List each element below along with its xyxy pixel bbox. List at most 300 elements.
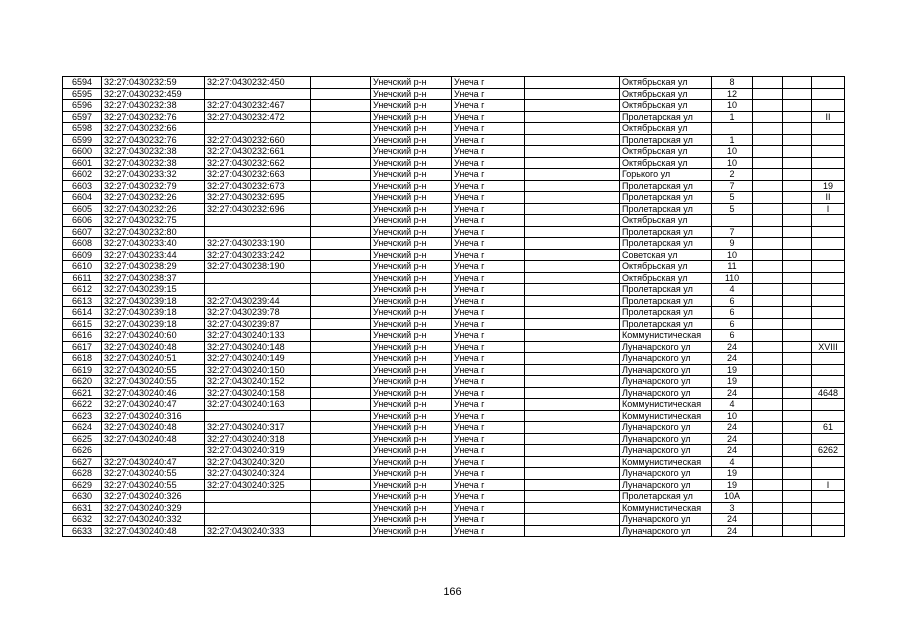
cell-col-blank-1	[311, 364, 371, 376]
cell-col-blank-2	[525, 353, 620, 365]
cell-col-blank-2	[525, 330, 620, 342]
cell-district: Унечский р-н	[371, 341, 452, 353]
cell-col-blank-2	[525, 249, 620, 261]
cell-object-number	[205, 215, 311, 227]
cell-col-blank-3	[753, 491, 783, 503]
cell-row-number: 6628	[63, 468, 102, 480]
cell-house-number	[712, 215, 753, 227]
cell-house-number: 7	[712, 180, 753, 192]
cell-col-blank-1	[311, 77, 371, 89]
cell-district: Унечский р-н	[371, 100, 452, 112]
cell-col-blank-1	[311, 123, 371, 135]
cell-object-number: 32:27:0430232:660	[205, 134, 311, 146]
cell-col-blank-1	[311, 491, 371, 503]
cell-col-blank-1	[311, 307, 371, 319]
cell-house-number: 5	[712, 203, 753, 215]
cell-col-blank-1	[311, 157, 371, 169]
cell-col-blank-2	[525, 307, 620, 319]
cell-city: Унеча г	[452, 514, 525, 526]
cell-house-number: 24	[712, 445, 753, 457]
cell-col-blank-2	[525, 341, 620, 353]
cell-col-blank-1	[311, 180, 371, 192]
cell-col-blank-3	[753, 479, 783, 491]
cell-col-blank-4	[783, 387, 812, 399]
cell-col-blank-4	[783, 456, 812, 468]
cell-apartment: 61	[812, 422, 845, 434]
cell-col-blank-4	[783, 100, 812, 112]
cell-col-blank-2	[525, 123, 620, 135]
cell-apartment	[812, 364, 845, 376]
cell-apartment	[812, 226, 845, 238]
cell-apartment	[812, 215, 845, 227]
cell-house-number: 19	[712, 479, 753, 491]
cell-col-blank-4	[783, 410, 812, 422]
cell-object-number: 32:27:0430232:472	[205, 111, 311, 123]
cell-row-number: 6597	[63, 111, 102, 123]
cell-city: Унеча г	[452, 341, 525, 353]
cell-object-number: 32:27:0430240:333	[205, 525, 311, 537]
cell-city: Унеча г	[452, 307, 525, 319]
cell-col-blank-3	[753, 111, 783, 123]
cell-object-number: 32:27:0430240:133	[205, 330, 311, 342]
cell-row-number: 6624	[63, 422, 102, 434]
cell-col-blank-4	[783, 353, 812, 365]
cell-house-number: 24	[712, 514, 753, 526]
cell-district: Унечский р-н	[371, 123, 452, 135]
cell-street: Коммунистическая	[620, 502, 712, 514]
cell-street: Пролетарская ул	[620, 226, 712, 238]
cell-cadastral-number: 32:27:0430232:38	[102, 157, 205, 169]
cell-house-number: 10	[712, 100, 753, 112]
cell-col-blank-3	[753, 134, 783, 146]
cell-col-blank-1	[311, 100, 371, 112]
cell-district: Унечский р-н	[371, 261, 452, 273]
cell-district: Унечский р-н	[371, 445, 452, 457]
cell-object-number: 32:27:0430238:190	[205, 261, 311, 273]
cell-col-blank-3	[753, 318, 783, 330]
cell-street: Коммунистическая	[620, 330, 712, 342]
cell-row-number: 6609	[63, 249, 102, 261]
cell-street: Пролетарская ул	[620, 238, 712, 250]
cell-object-number	[205, 226, 311, 238]
cell-col-blank-4	[783, 295, 812, 307]
cell-house-number: 110	[712, 272, 753, 284]
cell-object-number: 32:27:0430240:324	[205, 468, 311, 480]
table-row	[63, 261, 845, 273]
cell-col-blank-4	[783, 341, 812, 353]
cell-col-blank-3	[753, 226, 783, 238]
cell-city: Унеча г	[452, 318, 525, 330]
cell-district: Унечский р-н	[371, 203, 452, 215]
cell-street: Октябрьская ул	[620, 88, 712, 100]
cell-city: Унеча г	[452, 422, 525, 434]
cell-house-number: 6	[712, 295, 753, 307]
cell-object-number	[205, 514, 311, 526]
cell-city: Унеча г	[452, 456, 525, 468]
cell-house-number: 24	[712, 525, 753, 537]
cell-cadastral-number: 32:27:0430232:59	[102, 77, 205, 89]
cell-col-blank-1	[311, 249, 371, 261]
cell-col-blank-1	[311, 479, 371, 491]
cell-street: Луначарского ул	[620, 376, 712, 388]
cell-apartment	[812, 123, 845, 135]
table-row	[63, 422, 845, 434]
cell-col-blank-2	[525, 272, 620, 284]
cell-house-number: 6	[712, 318, 753, 330]
cell-cadastral-number: 32:27:0430240:60	[102, 330, 205, 342]
cell-district: Унечский р-н	[371, 399, 452, 411]
cell-row-number: 6598	[63, 123, 102, 135]
cell-col-blank-4	[783, 491, 812, 503]
table-row	[63, 387, 845, 399]
cell-apartment: XVIII	[812, 341, 845, 353]
cell-street: Коммунистическая	[620, 399, 712, 411]
cell-cadastral-number: 32:27:0430238:37	[102, 272, 205, 284]
cell-district: Унечский р-н	[371, 157, 452, 169]
cell-street: Октябрьская ул	[620, 123, 712, 135]
cell-house-number: 24	[712, 341, 753, 353]
cell-house-number: 1	[712, 134, 753, 146]
cell-street: Октябрьская ул	[620, 261, 712, 273]
cell-col-blank-4	[783, 111, 812, 123]
cell-col-blank-1	[311, 514, 371, 526]
cell-street: Пролетарская ул	[620, 180, 712, 192]
cell-apartment	[812, 157, 845, 169]
cell-district: Унечский р-н	[371, 88, 452, 100]
cell-row-number: 6596	[63, 100, 102, 112]
cell-col-blank-4	[783, 169, 812, 181]
cell-house-number: 10	[712, 146, 753, 158]
cell-col-blank-4	[783, 123, 812, 135]
cell-district: Унечский р-н	[371, 353, 452, 365]
cell-city: Унеча г	[452, 433, 525, 445]
cell-city: Унеча г	[452, 88, 525, 100]
cell-col-blank-1	[311, 134, 371, 146]
cell-row-number: 6619	[63, 364, 102, 376]
table-row	[63, 88, 845, 100]
cell-apartment	[812, 410, 845, 422]
table-row	[63, 330, 845, 342]
cell-object-number: 32:27:0430239:44	[205, 295, 311, 307]
cell-col-blank-2	[525, 157, 620, 169]
cell-col-blank-1	[311, 295, 371, 307]
cell-object-number: 32:27:0430240:320	[205, 456, 311, 468]
cell-district: Унечский р-н	[371, 111, 452, 123]
cell-cadastral-number: 32:27:0430232:76	[102, 111, 205, 123]
cell-district: Унечский р-н	[371, 295, 452, 307]
cell-house-number: 11	[712, 261, 753, 273]
cell-col-blank-3	[753, 502, 783, 514]
cell-city: Унеча г	[452, 353, 525, 365]
cell-street: Луначарского ул	[620, 341, 712, 353]
cell-col-blank-3	[753, 364, 783, 376]
cell-col-blank-2	[525, 364, 620, 376]
cell-col-blank-1	[311, 146, 371, 158]
cell-apartment	[812, 468, 845, 480]
cell-apartment	[812, 491, 845, 503]
table-row	[63, 180, 845, 192]
cell-row-number: 6626	[63, 445, 102, 457]
cell-cadastral-number: 32:27:0430232:459	[102, 88, 205, 100]
cell-city: Унеча г	[452, 364, 525, 376]
cell-row-number: 6613	[63, 295, 102, 307]
cell-house-number: 12	[712, 88, 753, 100]
cell-col-blank-3	[753, 284, 783, 296]
cell-house-number: 10	[712, 410, 753, 422]
cell-apartment	[812, 284, 845, 296]
cell-col-blank-4	[783, 364, 812, 376]
cell-apartment: I	[812, 203, 845, 215]
cell-col-blank-4	[783, 376, 812, 388]
cell-col-blank-2	[525, 77, 620, 89]
cell-col-blank-4	[783, 88, 812, 100]
cell-object-number: 32:27:0430240:319	[205, 445, 311, 457]
cell-street: Пролетарская ул	[620, 192, 712, 204]
cell-apartment	[812, 134, 845, 146]
cell-object-number	[205, 272, 311, 284]
cell-row-number: 6614	[63, 307, 102, 319]
cell-cadastral-number: 32:27:0430240:48	[102, 525, 205, 537]
cell-street: Коммунистическая	[620, 410, 712, 422]
table-row	[63, 100, 845, 112]
cell-street: Луначарского ул	[620, 525, 712, 537]
table-row	[63, 192, 845, 204]
cell-row-number: 6606	[63, 215, 102, 227]
cell-cadastral-number: 32:27:0430240:47	[102, 456, 205, 468]
cell-col-blank-3	[753, 146, 783, 158]
cell-col-blank-1	[311, 410, 371, 422]
cell-row-number: 6620	[63, 376, 102, 388]
cell-street: Горького ул	[620, 169, 712, 181]
cell-apartment	[812, 399, 845, 411]
cell-row-number: 6618	[63, 353, 102, 365]
cell-col-blank-3	[753, 157, 783, 169]
cell-street: Октябрьская ул	[620, 215, 712, 227]
cell-apartment	[812, 295, 845, 307]
cell-street: Пролетарская ул	[620, 284, 712, 296]
cell-apartment	[812, 525, 845, 537]
table-row	[63, 376, 845, 388]
cell-cadastral-number: 32:27:0430232:26	[102, 203, 205, 215]
cell-cadastral-number: 32:27:0430240:48	[102, 422, 205, 434]
cell-col-blank-4	[783, 272, 812, 284]
cell-district: Унечский р-н	[371, 491, 452, 503]
cell-apartment	[812, 433, 845, 445]
cell-street: Луначарского ул	[620, 433, 712, 445]
cell-apartment	[812, 249, 845, 261]
cell-city: Унеча г	[452, 525, 525, 537]
cell-cadastral-number: 32:27:0430232:76	[102, 134, 205, 146]
cell-cadastral-number: 32:27:0430240:55	[102, 479, 205, 491]
cell-district: Унечский р-н	[371, 307, 452, 319]
cell-col-blank-4	[783, 203, 812, 215]
table-body	[63, 77, 845, 537]
cell-row-number: 6615	[63, 318, 102, 330]
cell-street: Луначарского ул	[620, 353, 712, 365]
cell-col-blank-2	[525, 146, 620, 158]
cell-object-number: 32:27:0430233:242	[205, 249, 311, 261]
cell-col-blank-2	[525, 111, 620, 123]
cell-col-blank-2	[525, 169, 620, 181]
cell-city: Унеча г	[452, 249, 525, 261]
cell-city: Унеча г	[452, 445, 525, 457]
cell-house-number: 6	[712, 307, 753, 319]
cell-street: Пролетарская ул	[620, 491, 712, 503]
cell-district: Унечский р-н	[371, 180, 452, 192]
cell-district: Унечский р-н	[371, 525, 452, 537]
cell-col-blank-2	[525, 376, 620, 388]
cell-col-blank-1	[311, 272, 371, 284]
cell-col-blank-4	[783, 502, 812, 514]
cell-house-number: 4	[712, 284, 753, 296]
cell-col-blank-4	[783, 180, 812, 192]
cell-col-blank-3	[753, 295, 783, 307]
cell-city: Унеча г	[452, 272, 525, 284]
cell-street: Луначарского ул	[620, 364, 712, 376]
cell-district: Унечский р-н	[371, 387, 452, 399]
cell-col-blank-2	[525, 100, 620, 112]
cell-city: Унеча г	[452, 284, 525, 296]
cell-col-blank-4	[783, 146, 812, 158]
cell-col-blank-2	[525, 525, 620, 537]
cell-col-blank-2	[525, 456, 620, 468]
cell-apartment	[812, 330, 845, 342]
cell-house-number: 10А	[712, 491, 753, 503]
cell-city: Унеча г	[452, 491, 525, 503]
cell-district: Унечский р-н	[371, 433, 452, 445]
cell-col-blank-1	[311, 456, 371, 468]
cell-col-blank-4	[783, 422, 812, 434]
table-row	[63, 307, 845, 319]
cell-cadastral-number: 32:27:0430240:55	[102, 364, 205, 376]
cell-apartment	[812, 514, 845, 526]
cell-row-number: 6603	[63, 180, 102, 192]
cell-cadastral-number: 32:27:0430238:29	[102, 261, 205, 273]
cell-row-number: 6610	[63, 261, 102, 273]
cell-street: Октябрьская ул	[620, 146, 712, 158]
cell-house-number: 10	[712, 249, 753, 261]
cell-house-number: 19	[712, 468, 753, 480]
cell-house-number: 7	[712, 226, 753, 238]
cell-col-blank-3	[753, 376, 783, 388]
table-row	[63, 410, 845, 422]
cell-row-number: 6632	[63, 514, 102, 526]
table-row	[63, 169, 845, 181]
cell-object-number	[205, 491, 311, 503]
table-row	[63, 284, 845, 296]
cell-district: Унечский р-н	[371, 468, 452, 480]
cell-cadastral-number: 32:27:0430239:18	[102, 318, 205, 330]
table-row	[63, 215, 845, 227]
cell-house-number: 19	[712, 364, 753, 376]
cell-col-blank-4	[783, 134, 812, 146]
cell-col-blank-3	[753, 330, 783, 342]
cell-district: Унечский р-н	[371, 422, 452, 434]
cell-col-blank-1	[311, 433, 371, 445]
cell-col-blank-2	[525, 295, 620, 307]
cell-city: Унеча г	[452, 410, 525, 422]
cell-apartment	[812, 272, 845, 284]
cell-cadastral-number: 32:27:0430232:26	[102, 192, 205, 204]
cell-cadastral-number: 32:27:0430240:55	[102, 376, 205, 388]
cell-col-blank-3	[753, 261, 783, 273]
cell-object-number	[205, 284, 311, 296]
cell-col-blank-4	[783, 468, 812, 480]
cell-col-blank-3	[753, 272, 783, 284]
table-row	[63, 157, 845, 169]
cell-city: Унеча г	[452, 203, 525, 215]
cell-cadastral-number: 32:27:0430240:316	[102, 410, 205, 422]
cell-house-number: 6	[712, 330, 753, 342]
cell-house-number: 1	[712, 111, 753, 123]
cell-street: Пролетарская ул	[620, 203, 712, 215]
cell-cadastral-number: 32:27:0430240:332	[102, 514, 205, 526]
cell-col-blank-1	[311, 238, 371, 250]
cell-district: Унечский р-н	[371, 376, 452, 388]
cell-city: Унеча г	[452, 100, 525, 112]
cell-col-blank-4	[783, 433, 812, 445]
cell-col-blank-2	[525, 399, 620, 411]
cell-col-blank-3	[753, 422, 783, 434]
cell-street: Коммунистическая	[620, 456, 712, 468]
cell-house-number: 4	[712, 456, 753, 468]
cell-col-blank-1	[311, 111, 371, 123]
cell-district: Унечский р-н	[371, 514, 452, 526]
cell-apartment	[812, 169, 845, 181]
cell-district: Унечский р-н	[371, 215, 452, 227]
cell-col-blank-3	[753, 341, 783, 353]
cell-cadastral-number: 32:27:0430240:51	[102, 353, 205, 365]
cell-house-number: 3	[712, 502, 753, 514]
cell-row-number: 6602	[63, 169, 102, 181]
cell-object-number: 32:27:0430232:662	[205, 157, 311, 169]
cell-cadastral-number	[102, 445, 205, 457]
table-row	[63, 226, 845, 238]
cell-col-blank-1	[311, 387, 371, 399]
cell-col-blank-2	[525, 387, 620, 399]
table-row	[63, 514, 845, 526]
cell-cadastral-number: 32:27:0430240:48	[102, 433, 205, 445]
cell-district: Унечский р-н	[371, 238, 452, 250]
table-row	[63, 111, 845, 123]
cell-street: Пролетарская ул	[620, 134, 712, 146]
cell-object-number: 32:27:0430239:78	[205, 307, 311, 319]
cell-col-blank-1	[311, 169, 371, 181]
cell-city: Унеча г	[452, 134, 525, 146]
cell-street: Октябрьская ул	[620, 100, 712, 112]
cell-house-number: 24	[712, 433, 753, 445]
cell-district: Унечский р-н	[371, 249, 452, 261]
cell-district: Унечский р-н	[371, 226, 452, 238]
cell-cadastral-number: 32:27:0430240:55	[102, 468, 205, 480]
cell-city: Унеча г	[452, 399, 525, 411]
cell-district: Унечский р-н	[371, 272, 452, 284]
cell-apartment	[812, 307, 845, 319]
cell-col-blank-2	[525, 192, 620, 204]
cell-col-blank-3	[753, 468, 783, 480]
cell-object-number: 32:27:0430232:673	[205, 180, 311, 192]
cell-district: Унечский р-н	[371, 284, 452, 296]
cell-row-number: 6631	[63, 502, 102, 514]
cell-col-blank-4	[783, 307, 812, 319]
cell-house-number: 4	[712, 399, 753, 411]
cell-col-blank-2	[525, 491, 620, 503]
cell-col-blank-1	[311, 399, 371, 411]
cell-col-blank-2	[525, 203, 620, 215]
cell-col-blank-4	[783, 226, 812, 238]
table-row	[63, 341, 845, 353]
cell-apartment: 6262	[812, 445, 845, 457]
